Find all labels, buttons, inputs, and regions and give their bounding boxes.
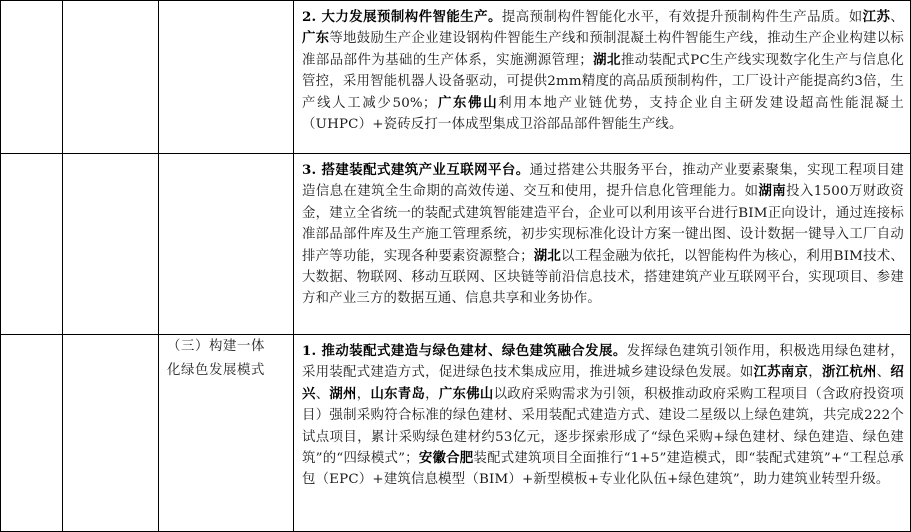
item-1-cell — [294, 335, 911, 532]
item-2-text-2: 、 — [890, 10, 904, 25]
empty-cell — [63, 335, 159, 532]
item-1-text-6: ， — [425, 386, 439, 402]
item-1-text-8: 装配式建筑项目全面推行“1+5”建造模式，即“装配式建筑”+“工程总承包（EPC）+建筑信息模型（BIM）+新型模板+专业化队伍+绿色建筑”，助力建筑业转型升级。 — [302, 451, 904, 488]
city-nanjing: 江苏南京 — [753, 364, 809, 381]
item-1-text-5: ， — [356, 386, 371, 402]
province-guangdong: 广东 — [302, 30, 330, 47]
table-row — [1, 335, 911, 532]
item-3-text-1: 通过搭建公共服务平台，推动产业要素聚集，实现工程项目建造信息在建筑全生命期的高效传递、交互和使用，提升信息化管理能力。如 — [302, 163, 904, 200]
category-label — [159, 335, 293, 383]
table-row — [1, 154, 911, 335]
item-1-text-2: ， — [808, 365, 822, 381]
city-huzhou: 湖州 — [329, 385, 357, 402]
province-jiangsu: 江苏 — [862, 9, 891, 25]
city-foshan: 广东佛山 — [436, 94, 499, 111]
item-1-text-1: 发挥绿色建筑引领作用，积极选用绿色建材，采用装配式建造方式，促进绿色技术集成应用，推进城乡建设绿色发展。如 — [302, 344, 904, 381]
table-row — [1, 1, 911, 154]
empty-cell — [1, 335, 63, 532]
empty-cell — [1, 154, 63, 335]
empty-cell — [63, 1, 159, 154]
city-hefei: 安徽合肥 — [418, 450, 474, 467]
city-qingdao: 山东青岛 — [370, 385, 426, 402]
item-3-text-3: 以工程金融为依托，以智能构件为核心，利用BIM技术、大数据、物联网、移动互联网、区块链等前沿信息技术，搭建建筑产业互联网平台，实现项目、参建方和产业三方的数据互通、信息共享和业务协作。 — [302, 248, 904, 307]
empty-cell — [159, 1, 294, 154]
item-2-text-3: 等地鼓励生产企业建设钢构件智能生产线和预制混凝土构件智能生产线，推动生产企业构建以标准部品部件为基础的生产体系，实施溯源管理； — [302, 31, 904, 68]
item-2-text-4: 推动装配式PC生产线实现数字化生产与信息化管控，采用智能机器人设备驱动，可提供2mm精度的高品质预制构件，工厂设计产能提高约3倍，生产线人工减少50%； — [302, 52, 904, 111]
item-1-text — [294, 335, 910, 495]
province-hubei: 湖北 — [592, 51, 621, 68]
item-3-text — [294, 154, 910, 314]
empty-cell — [1, 1, 63, 154]
item-1-text-3: 、 — [876, 365, 891, 381]
item-1-text-7: 以政府采购需求为引领，积极推动政府采购工程项目（含政府投资项目）强制采购符合标准的绿色建材、采用装配式建造方式、建设二星级以上绿色建筑，共完成222个试点项目，累计采购绿色建材约53亿元，逐步探索形成了“绿色采购+绿色建材、绿色建造、绿色建筑”的“四绿模式”； — [302, 386, 904, 467]
category-cell — [159, 335, 294, 532]
province-hubei: 湖北 — [533, 247, 562, 264]
item-3-cell — [294, 154, 911, 335]
item-2-title: 2. 大力发展预制构件智能生产。 — [302, 9, 502, 25]
item-2-text-1: 提高预制构件智能化水平，有效提升预制构件生产品质。如 — [501, 10, 863, 25]
city-hangzhou: 浙江杭州 — [821, 364, 877, 381]
province-hunan: 湖南 — [758, 183, 787, 200]
city-shaoxing: 绍兴 — [302, 364, 904, 402]
category-label-line-2: 化绿色发展模式 — [167, 363, 265, 378]
item-2-cell — [294, 1, 911, 154]
item-1-title: 1. 推动装配式建造与绿色建材、绿色建筑融合发展。 — [302, 343, 627, 359]
item-2-text — [294, 1, 910, 139]
category-label-line-1: （三）构建一体 — [167, 339, 265, 354]
item-3-title: 3. 搭建装配式建筑产业互联网平台。 — [302, 162, 530, 178]
city-foshan: 广东佛山 — [438, 385, 494, 402]
item-2-text-5: 利用本地产业链优势，支持企业自主研发建设超高性能混凝土（UHPC）+瓷砖反打一体成型集成卫浴部品部件智能生产线。 — [302, 95, 904, 133]
empty-cell — [63, 154, 159, 335]
item-1-text-4: 、 — [315, 386, 330, 402]
item-3-text-2: 投入1500万财政资金，建立全省统一的装配式建筑智能建造平台，企业可以利用该平台进行BIM正向设计，通过连接标准部品部件库及生产施工管理系统，初步实现标准化设计方案一键出图、设计数据一键导入工厂自动排产等功能，实现各种要素资源整合； — [302, 184, 904, 264]
empty-cell — [159, 154, 294, 335]
